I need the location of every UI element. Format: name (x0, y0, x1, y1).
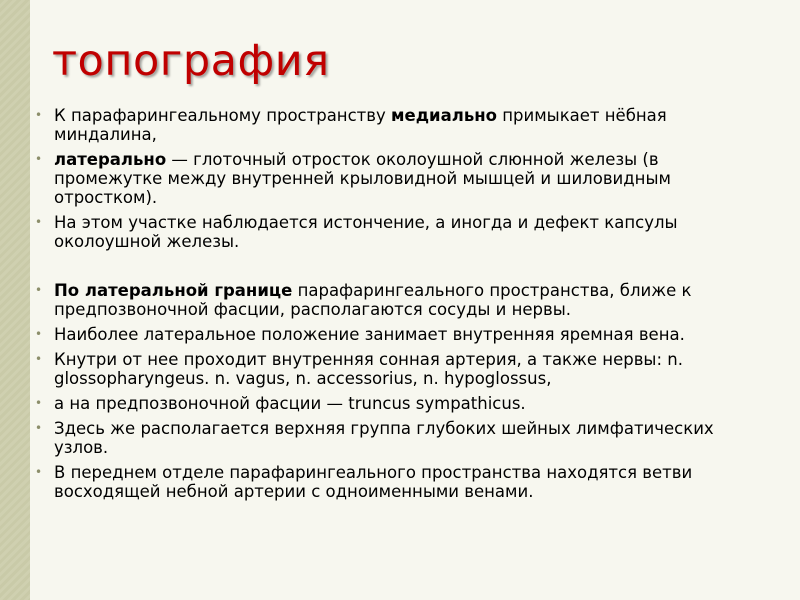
list-item: • латерально — глоточный отросток околоушной слюнной железы (в промежутке между внутренней крыловидной мышцей и шиловидным отростком). (35, 150, 671, 207)
list-item: • а на предпозвоночной фасции — truncus sympathicus. (35, 394, 526, 413)
decorative-side-band (0, 0, 30, 600)
list-item: • По латеральной границе парафарингеального пространства, ближе к предпозвоночной фасции, располагаются сосуды и нервы. (35, 281, 692, 319)
bullet-icon: • (35, 421, 43, 435)
bullet-icon: • (35, 108, 43, 122)
list-item: • Наиболее латеральное положение занимает внутренняя яремная вена. (35, 325, 685, 344)
bullet-icon: • (35, 215, 43, 229)
list-item: • На этом участке наблюдается истончение, а иногда и дефект капсулы околоушной железы. (35, 213, 678, 251)
list-item: • В переднем отделе парафарингеального пространства находятся ветви восходящей небной артерии с одноименными венами. (35, 463, 693, 501)
list-item: • Кнутри от нее проходит внутренняя сонная артерия, а также нервы: n. glossopharyngeus. n. vagus, n. accessorius, n. hypoglossus, (35, 350, 683, 388)
list-item: • К парафарингеальному пространству медиально примыкает нёбная миндалина, (35, 106, 667, 144)
slide-title: топография (52, 36, 330, 86)
bullet-icon: • (35, 327, 43, 341)
bullet-icon: • (35, 352, 43, 366)
bullet-icon: • (35, 465, 43, 479)
list-item: • Здесь же располагается верхняя группа глубоких шейных лимфатических узлов. (35, 419, 714, 457)
bullet-icon: • (35, 283, 43, 297)
bullet-list (32, 106, 772, 507)
bullet-icon: • (35, 396, 43, 410)
bullet-icon: • (35, 152, 43, 166)
